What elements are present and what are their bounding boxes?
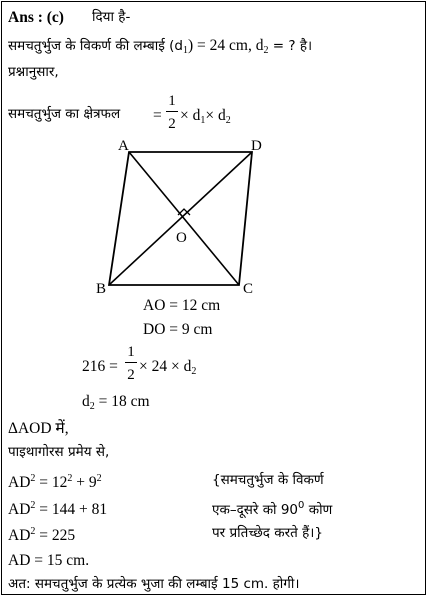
- triangle-aod: ΔAOD में,: [8, 420, 69, 437]
- area-label: समचतुर्भुज का क्षेत्रफल: [8, 106, 121, 122]
- conclusion: अत: समचतुर्भुज के प्रत्येक भुजा की लम्बाई 15 cm. होगी।: [8, 576, 300, 592]
- frac2-bar: [125, 362, 137, 363]
- frac2-denominator: 2: [127, 367, 135, 383]
- note-line-1: {समचतुर्भुज के विकर्ण: [212, 472, 324, 488]
- given-text: दिया है-: [92, 9, 131, 25]
- do-value: DO = 9 cm: [143, 321, 213, 338]
- center-o: O: [176, 230, 187, 246]
- area-equals: =: [153, 107, 162, 124]
- ad-squared-1: $AD^2 = 12^2 + 9^2$: [8, 473, 102, 491]
- vertex-d: D: [251, 138, 262, 154]
- according-to-question: प्रश्नानुसार,: [8, 64, 59, 80]
- frac1-denominator: 2: [168, 116, 176, 132]
- ad-squared-2: $AD^2 = 144 + 81$: [8, 500, 108, 518]
- note-line-2: एक–दूसरे को $90^0$ कोण: [212, 500, 333, 518]
- vertex-a: A: [118, 138, 129, 154]
- d2-result: $d_2 = 18$ cm: [82, 393, 150, 412]
- vertex-b: B: [96, 281, 107, 297]
- diagonal-bd: [109, 152, 252, 285]
- note-line-3: पर प्रतिच्छेद करते हैं।}: [212, 525, 323, 541]
- vertex-c: C: [243, 281, 254, 297]
- ad-squared-3: $AD^2 = 225$: [8, 526, 76, 544]
- ad-final: AD = 15 cm.: [8, 552, 90, 569]
- frac1-numerator: 1: [168, 93, 176, 109]
- answer-label: Ans : (c): [8, 9, 64, 26]
- ao-value: AO = 12 cm: [143, 297, 221, 314]
- diagonal-ac: [129, 152, 239, 285]
- eq216-rhs: × $24 \times d_2$: [139, 358, 197, 377]
- given-diagonals: समचतुर्भुज के विकर्ण की लम्बाई $(d_1) = 24$ cm, $d_2$ = ? है।: [8, 37, 313, 56]
- area-rhs: × $d_1\times d_2$: [180, 107, 231, 126]
- eq216-lhs: 216 =: [82, 358, 118, 375]
- pythagoras-line: पाइथागोरस प्रमेय से,: [8, 444, 110, 460]
- frac2-numerator: 1: [127, 344, 135, 360]
